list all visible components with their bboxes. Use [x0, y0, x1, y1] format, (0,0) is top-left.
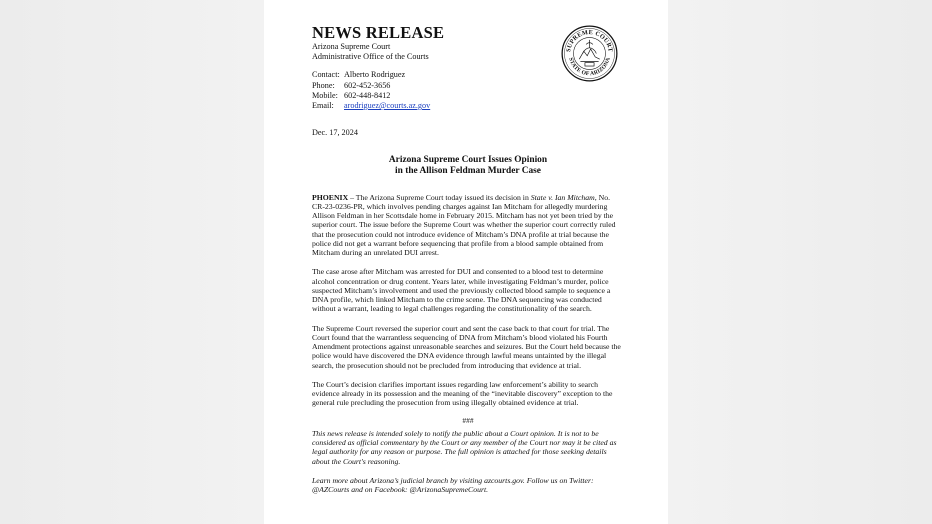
mobile-label: Mobile: — [312, 90, 338, 100]
seal-top-text: SUPREME COURT — [565, 29, 614, 53]
disclaimer: This news release is intended solely to notify the public about a Court opinion. It is not to be considered as official commentary by the Court or any member of the Court nor may it be cited as legal authority for any reason or purpose. The full opinion is attached for those seeking details about the Court's reasoning. — [312, 428, 617, 466]
paragraph-1-part-b: , No. CR-23-0236-PR, which involves pending charges against Ian Mitcham for allegedly murdering Allison Feldman in her Scottsdale home in February 2015. Mitcham has not yet been tried by the superior court. The issue before the Supreme Court was whether the superior court correctly ruled that the prosecution could not introduce evidence of Mitcham’s DNA profile at trial because the police did not get a warrant before sequencing that profile from a blood sample obtained from Mitcham during an unrelated DUI arrest. — [312, 192, 616, 258]
contact-block — [312, 70, 624, 111]
document-page — [264, 0, 668, 524]
phone-value: 602-452-3656 — [344, 80, 391, 90]
release-date: Dec. 17, 2024 — [312, 128, 358, 138]
paragraph-1-part-a: – The Arizona Supreme Court today issued its decision in — [348, 192, 531, 202]
phone-label: Phone: — [312, 80, 335, 90]
left-background — [0, 0, 264, 524]
contact-value: Alberto Rodriguez — [344, 70, 406, 80]
seal-bottom-text: STATE OF ARIZONA — [567, 56, 612, 78]
right-background — [668, 0, 932, 524]
case-name: State v. Ian Mitcham — [530, 192, 595, 202]
end-separator: ### — [462, 415, 474, 425]
paragraph-3: The Supreme Court reversed the superior court and sent the case back to that court for trial. The Court found that the warrantless sequencing of DNA from Mitcham’s blood violated his Fourth Amendment protections against unreasonable searches and seizures. But the Court held because the police would have discovered the DNA evidence through lawful means untainted by the illegal search, the prosecution should not be precluded from introducing that evidence at trial. — [312, 323, 621, 370]
email-label: Email: — [312, 101, 334, 111]
paragraph-4: The Court’s decision clarifies important issues regarding law enforcement’s ability to search evidence already in its possession and the meaning of the “inevitable discovery” exception to the general rule precluding the prosecution from using illegally obtained evidence at trial. — [312, 379, 613, 408]
contact-label: Contact: — [312, 70, 340, 80]
headline-line-1: Arizona Supreme Court Issues Opinion — [388, 155, 548, 166]
phone-row — [312, 81, 624, 91]
mobile-row — [312, 91, 624, 101]
learn-more: Learn more about Arizona’s judicial branch by visiting azcourts.gov. Follow us on Twitter: @AZCourts and on Facebook: @ArizonaSupremeCourt. — [312, 475, 594, 495]
paragraph-2: The case arose after Mitcham was arrested for DUI and consented to a blood test to determine alcohol concentration or drug content. Years later, while investigating Feldman’s murder, police suspected Mitcham’s involvement and used the previously collected blood sample to sequence a DNA profile, which linked Mitcham to the crime scene. The DNA sequencing was conducted without a warrant, leading to legal challenges regarding the constitutionality of the search. — [312, 267, 611, 314]
organization-line-2: Administrative Office of the Courts — [312, 52, 429, 62]
headline — [312, 155, 624, 177]
article-body — [312, 193, 624, 495]
news-release-title: NEWS RELEASE — [312, 23, 445, 42]
headline-line-2: in the Allison Feldman Murder Case — [395, 166, 541, 177]
mobile-value: 602-448-8412 — [344, 90, 391, 100]
dateline: PHOENIX — [312, 192, 349, 202]
organization-line-1: Arizona Supreme Court — [312, 42, 391, 51]
email-row — [312, 101, 624, 111]
paragraph-1 — [312, 193, 624, 258]
contact-row — [312, 70, 624, 80]
email-link[interactable]: arodriguez@courts.az.gov — [344, 101, 431, 111]
